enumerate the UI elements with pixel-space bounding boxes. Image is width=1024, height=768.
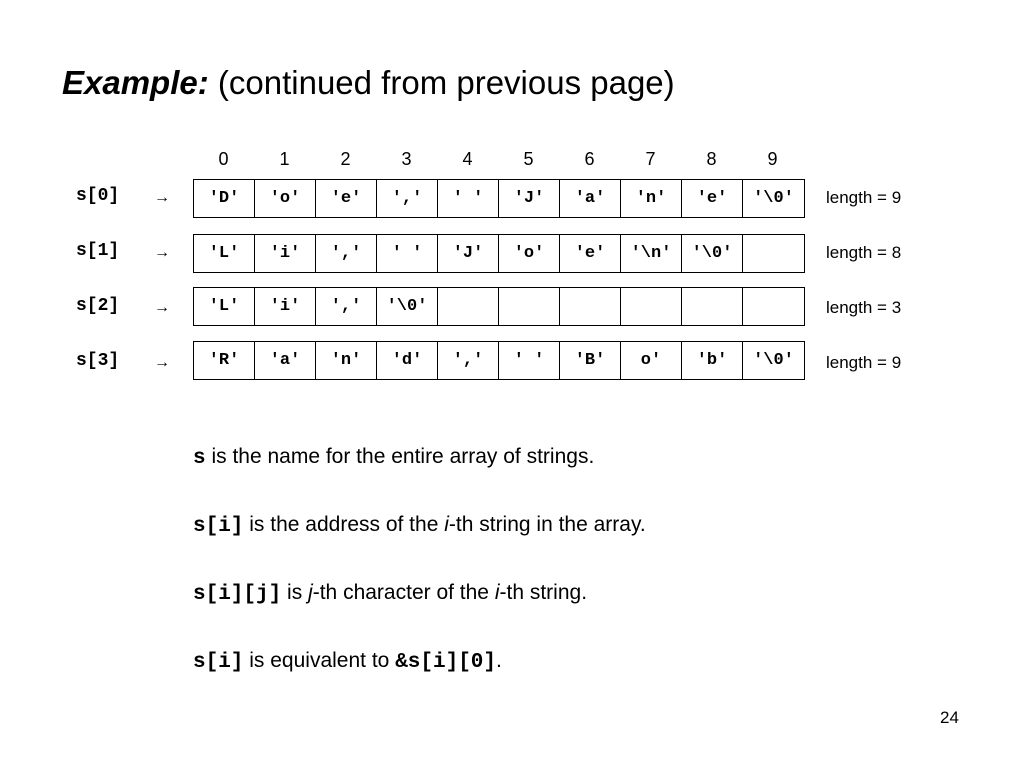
char-cell <box>438 288 499 325</box>
char-cell: 'L' <box>194 235 255 272</box>
char-cell: 'B' <box>560 342 621 379</box>
char-cell: 'a' <box>560 180 621 217</box>
length-label: length = 3 <box>826 298 902 317</box>
char-cell: '\0' <box>753 351 794 370</box>
page-number: 24 <box>940 708 959 727</box>
right-arrow-icon: → <box>154 354 170 371</box>
note-string-address <box>193 510 646 542</box>
char-cell: o' <box>621 342 682 379</box>
char-cell: 'i' <box>255 235 316 272</box>
row-label: s[0] <box>76 186 120 206</box>
char-cell <box>682 288 743 325</box>
note-character-access <box>193 578 587 610</box>
length-label: length = 8 <box>826 243 902 262</box>
char-cell: '\n' <box>621 235 682 272</box>
char-cell <box>560 288 621 325</box>
code-term: s[i][j] <box>193 583 282 606</box>
char-array <box>193 341 805 380</box>
italic-variable: i <box>444 513 449 536</box>
note-text: is equivalent to <box>243 649 396 672</box>
code-term: s[i] <box>193 651 244 674</box>
char-cell: ',' <box>438 342 499 379</box>
char-cell <box>743 235 804 272</box>
note-text: -th string. <box>499 581 588 604</box>
row-label: s[3] <box>76 351 120 371</box>
note-text: -th character of the <box>312 581 495 604</box>
char-cell <box>621 288 682 325</box>
char-cell: 'J' <box>438 235 499 272</box>
note-text: is the address of the <box>243 513 445 536</box>
code-term: s[i] <box>193 515 244 538</box>
char-cell: '\0' <box>377 288 438 325</box>
column-index: 3 <box>401 149 412 169</box>
right-arrow-icon: → <box>154 299 170 316</box>
right-arrow-icon: → <box>154 244 170 261</box>
column-index: 8 <box>706 149 717 169</box>
char-cell <box>499 288 560 325</box>
char-cell: '\0' <box>753 189 794 208</box>
column-index: 2 <box>340 149 351 169</box>
length-label: length = 9 <box>826 353 902 372</box>
char-cell: 'o' <box>255 180 316 217</box>
column-index: 9 <box>767 149 778 169</box>
code-term: s <box>193 447 206 470</box>
char-array <box>193 287 805 326</box>
char-cell: ' ' <box>438 180 499 217</box>
char-cell: '\0' <box>682 235 743 272</box>
char-cell: ',' <box>316 235 377 272</box>
note-equivalence <box>193 646 502 678</box>
row-label: s[1] <box>76 241 120 261</box>
title-rest: (continued from previous page) <box>217 64 675 101</box>
char-cell: 'e' <box>316 180 377 217</box>
char-array <box>193 179 805 218</box>
char-cell: 'b' <box>682 342 743 379</box>
note-text: is the name for the entire array of strings. <box>205 445 595 468</box>
char-cell: 'e' <box>560 235 621 272</box>
char-cell: 'i' <box>255 288 316 325</box>
column-index: 6 <box>584 149 595 169</box>
char-cell <box>743 288 804 325</box>
italic-variable: j <box>308 581 313 604</box>
title-emphasis: Example: <box>62 64 209 101</box>
column-index: 0 <box>218 149 229 169</box>
char-cell: 'o' <box>499 235 560 272</box>
char-cell: 'n' <box>316 342 377 379</box>
char-array <box>193 234 805 273</box>
char-cell: 'e' <box>682 180 743 217</box>
char-cell: 'J' <box>499 180 560 217</box>
row-label: s[2] <box>76 296 120 316</box>
slide-title <box>62 60 675 106</box>
char-cell: 'd' <box>377 342 438 379</box>
char-cell: 'R' <box>194 342 255 379</box>
length-label: length = 9 <box>826 188 902 207</box>
column-index: 5 <box>523 149 534 169</box>
column-index: 4 <box>462 149 473 169</box>
char-cell: ',' <box>316 288 377 325</box>
note-text: . <box>496 649 502 672</box>
column-index: 1 <box>279 149 290 169</box>
char-cell: ' ' <box>377 235 438 272</box>
char-cell: 'D' <box>194 180 255 217</box>
char-cell: 'a' <box>255 342 316 379</box>
note-text: is <box>281 581 309 604</box>
note-array-name <box>193 442 594 474</box>
char-cell: ',' <box>377 180 438 217</box>
right-arrow-icon: → <box>154 189 170 206</box>
char-cell: 'L' <box>194 288 255 325</box>
note-text: -th string in the array. <box>448 513 646 536</box>
column-index: 7 <box>645 149 656 169</box>
char-cell: 'n' <box>621 180 682 217</box>
char-cell: ' ' <box>499 342 560 379</box>
code-term: &s[i][0] <box>395 651 497 674</box>
italic-variable: i <box>494 581 500 604</box>
